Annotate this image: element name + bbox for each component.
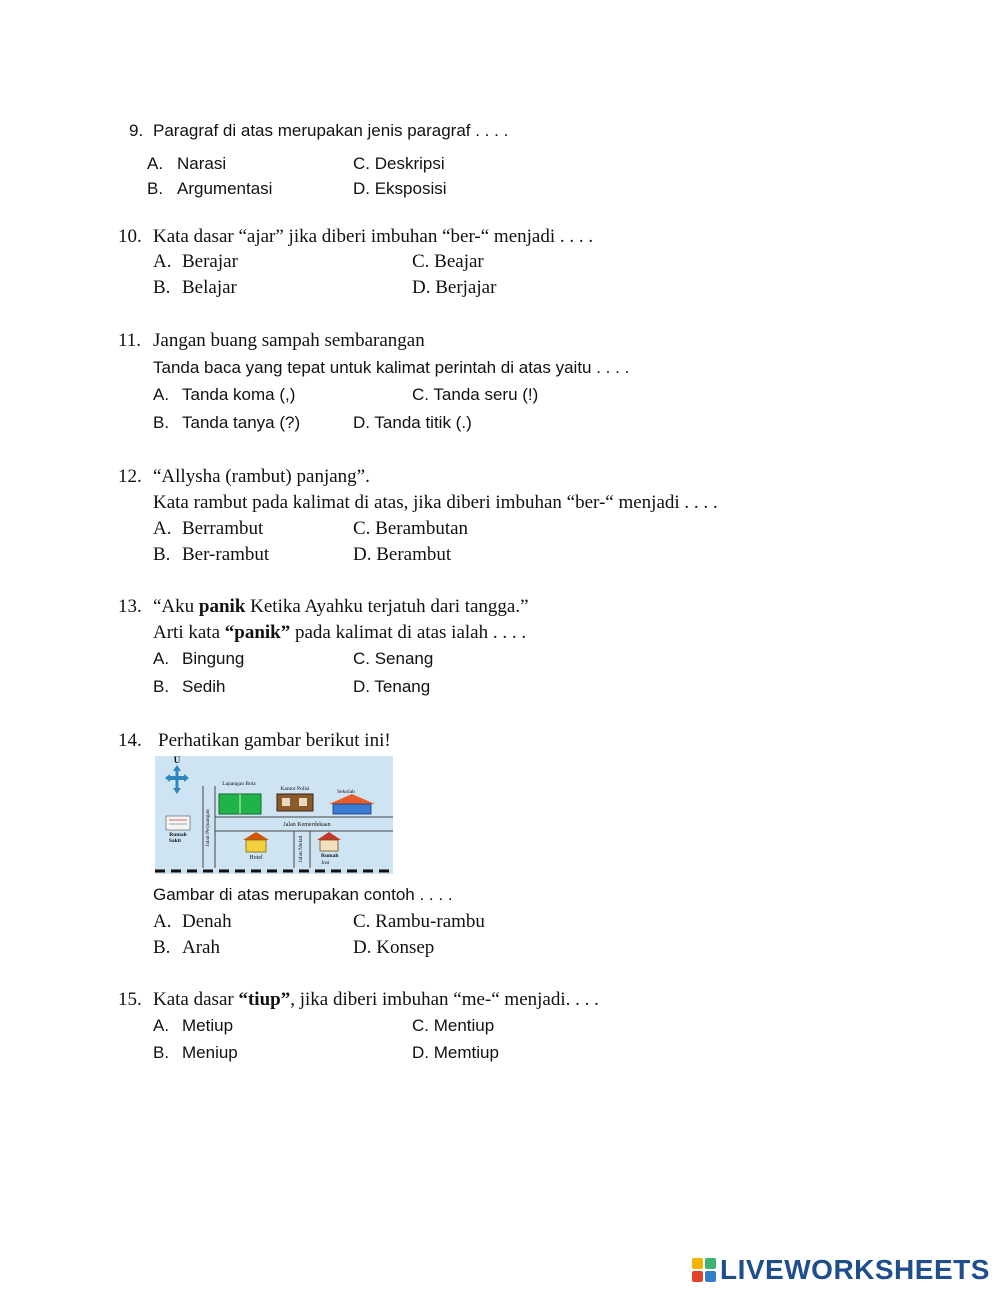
option-letter-b: B. — [153, 1043, 170, 1062]
map-background — [155, 756, 393, 874]
hospital-label-1: Rumah — [169, 832, 187, 838]
left-road-label: Jalan Perjuangan — [205, 809, 211, 847]
option-d[interactable]: D. Berjajar — [412, 277, 497, 298]
option-b[interactable]: Meniup — [182, 1043, 238, 1062]
question-text: Arti kata “panik” pada kalimat di atas ialah . . . . — [153, 622, 527, 643]
option-a[interactable]: Berrambut — [182, 518, 264, 539]
option-letter-a: A. — [153, 911, 172, 932]
option-d[interactable]: D. Eksposisi — [353, 179, 447, 198]
option-letter-a: A. — [147, 154, 164, 173]
option-letter-a: A. — [153, 649, 170, 668]
question-text: Kata rambut pada kalimat di atas, jika diberi imbuhan “ber-“ menjadi . . . . — [153, 492, 718, 513]
question-number: 11. — [118, 330, 142, 351]
hospital-label-2: Sakit — [168, 838, 182, 844]
question-number: 14. — [118, 730, 142, 751]
option-b[interactable]: Arah — [182, 937, 220, 958]
option-a[interactable]: Berajar — [182, 251, 238, 272]
question-text: Tanda baca yang tepat untuk kalimat perintah di atas yaitu . . . . — [153, 358, 630, 377]
option-b[interactable]: Belajar — [182, 277, 237, 298]
option-d[interactable]: D. Tanda titik (.) — [353, 413, 472, 432]
option-letter-b: B. — [153, 544, 171, 565]
option-letter-a: A. — [153, 251, 172, 272]
question-text: Gambar di atas merupakan contoh . . . . — [153, 885, 453, 904]
option-c[interactable]: C. Berambutan — [353, 518, 469, 539]
house-label-2: Josi — [321, 860, 330, 866]
option-c[interactable]: C. Tanda seru (!) — [412, 385, 539, 404]
option-b[interactable]: Argumentasi — [177, 179, 273, 198]
option-c[interactable]: C. Beajar — [412, 251, 484, 272]
police-label: Kantor Polisi — [280, 786, 310, 792]
option-a[interactable]: Metiup — [182, 1016, 234, 1035]
main-road-label: Jalan Kemerdekaan — [283, 822, 331, 828]
school-icon — [333, 804, 371, 814]
option-letter-b: B. — [153, 277, 171, 298]
hotel-label: Hotel — [249, 855, 263, 861]
option-b[interactable]: Sedih — [182, 677, 226, 696]
logo-icon — [692, 1258, 716, 1282]
option-b[interactable]: Tanda tanya (?) — [182, 413, 301, 432]
option-d[interactable]: D. Memtiup — [412, 1043, 499, 1062]
option-c[interactable]: C. Deskripsi — [353, 154, 445, 173]
window-icon — [299, 798, 307, 806]
question-number: 15. — [118, 989, 142, 1010]
bold-word: “panik” — [224, 622, 291, 643]
field-label: Lapangan Bola — [222, 781, 256, 787]
hospital-icon — [166, 816, 190, 830]
question-sentence: “Aku panik Ketika Ayahku terjatuh dari tangga.” — [153, 596, 529, 617]
option-a[interactable]: Narasi — [177, 154, 227, 173]
option-letter-a: A. — [153, 1016, 170, 1035]
option-letter-b: B. — [153, 677, 170, 696]
option-b[interactable]: Ber-rambut — [182, 544, 270, 565]
logo-text: LIVEWORKSHEETS — [720, 1254, 990, 1285]
option-c[interactable]: C. Rambu-rambu — [353, 911, 485, 932]
question-number: 13. — [118, 596, 142, 617]
option-c[interactable]: C. Senang — [353, 649, 434, 668]
option-letter-a: A. — [153, 518, 172, 539]
option-d[interactable]: D. Tenang — [353, 677, 431, 696]
question-text: Perhatikan gambar berikut ini! — [158, 730, 391, 751]
hotel-icon — [246, 840, 266, 852]
question-sentence: “Allysha (rambut) panjang”. — [153, 466, 370, 487]
question-sentence: Jangan buang sampah sembarangan — [153, 330, 425, 351]
school-label: Sekolah — [337, 789, 355, 795]
question-text: Paragraf di atas merupakan jenis paragraf . . . . — [153, 121, 509, 140]
option-letter-b: B. — [147, 179, 164, 198]
window-icon — [282, 798, 290, 806]
map-figure — [155, 756, 393, 874]
option-letter-b: B. — [153, 413, 170, 432]
liveworksheets-logo[interactable] — [692, 1256, 990, 1284]
option-letter-a: A. — [153, 385, 170, 404]
question-number: 9. — [129, 121, 144, 140]
option-letter-b: B. — [153, 937, 171, 958]
option-d[interactable]: D. Konsep — [353, 937, 435, 958]
bold-word: “tiup” — [238, 989, 291, 1010]
question-number: 10. — [118, 226, 142, 247]
bold-word: panik — [198, 596, 246, 617]
option-c[interactable]: C. Mentiup — [412, 1016, 495, 1035]
question-number: 12. — [118, 466, 142, 487]
option-a[interactable]: Tanda koma (,) — [182, 385, 296, 404]
question-text: Kata dasar “tiup”, jika diberi imbuhan “me-“ menjadi. . . . — [153, 989, 599, 1010]
question-text: Kata dasar “ajar” jika diberi imbuhan “ber-“ menjadi . . . . — [153, 226, 594, 247]
option-d[interactable]: D. Berambut — [353, 544, 452, 565]
house-icon — [320, 840, 338, 851]
option-a[interactable]: Denah — [182, 911, 232, 932]
option-a[interactable]: Bingung — [182, 649, 245, 668]
mid-road-label: Jalan Melati — [298, 835, 304, 863]
north-label: U — [173, 756, 181, 765]
house-label-1: Rumah — [321, 853, 339, 859]
